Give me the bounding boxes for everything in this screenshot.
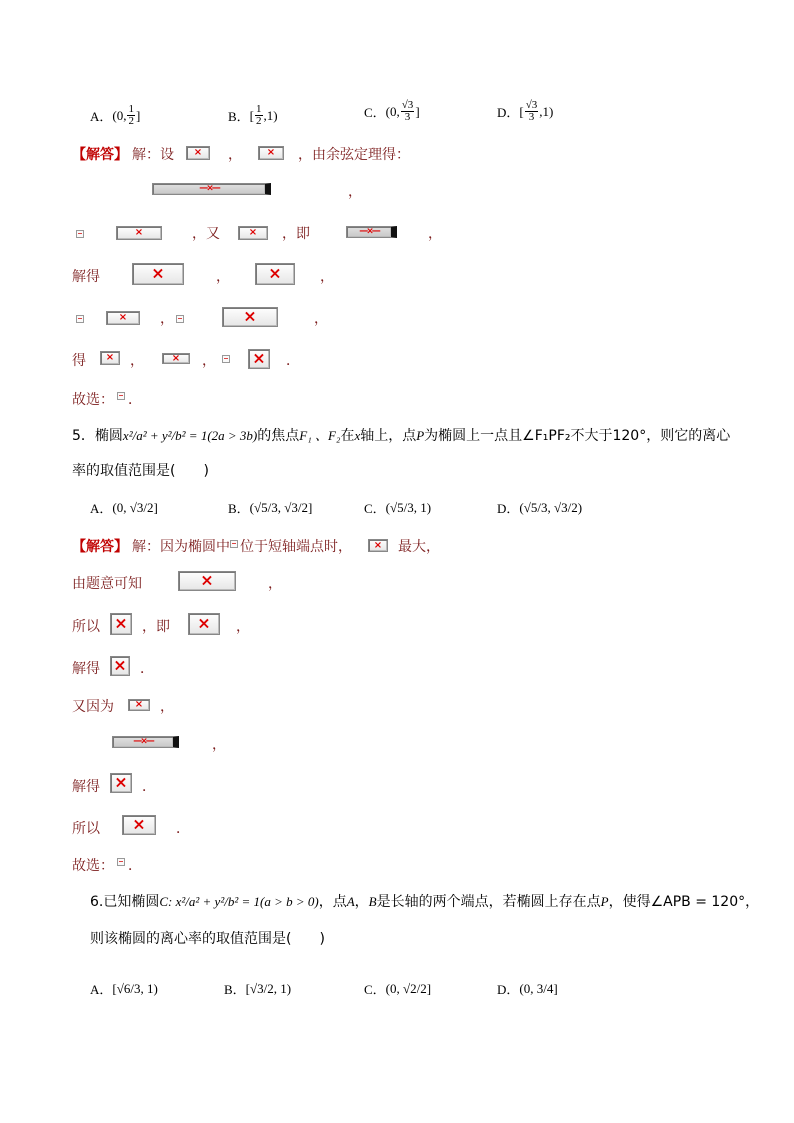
option-prefix: (0, <box>385 103 400 119</box>
option-label: A． <box>90 501 113 516</box>
option-label: B． <box>228 109 250 124</box>
option-label: B． <box>224 982 246 997</box>
solution-text: 位于短轴端点时， <box>240 539 352 555</box>
formula-image <box>255 263 295 285</box>
question-text: 在 <box>340 428 355 444</box>
tiny-image <box>117 392 125 400</box>
q6-option-c <box>364 979 431 998</box>
option-label: A． <box>90 982 113 997</box>
solution-text: 解：因为椭圆中 <box>132 539 230 555</box>
solution-tag: 【解答】 <box>72 147 128 163</box>
formula-image <box>100 351 120 365</box>
tiny-image <box>230 540 238 548</box>
equation: x²/a² + y²/b² = 1(2a > 3b) <box>122 428 258 443</box>
solution-text: 由题意可知 <box>72 576 142 592</box>
option-label: C． <box>364 105 386 120</box>
question-text: ，使得∠APB = 120°， <box>608 894 760 910</box>
formula-image <box>162 353 190 364</box>
solution-text: 故选： <box>72 858 114 874</box>
q4-option-a <box>90 104 140 127</box>
formula-image <box>222 307 278 327</box>
solution-text: ，即 <box>282 226 310 242</box>
variable: B <box>368 894 377 909</box>
comma: ， <box>130 353 144 369</box>
fraction <box>255 104 263 127</box>
solution-tag: 【解答】 <box>72 539 128 555</box>
question-text: 6.已知椭圆 <box>90 894 160 910</box>
solution-text: 解：设 <box>132 147 174 163</box>
variable: x <box>354 428 361 443</box>
question-text: ， <box>354 894 369 910</box>
comma: ， <box>314 311 328 327</box>
option-text: (0, √3/2] <box>112 499 158 515</box>
option-text: (0, 3/4] <box>519 980 558 996</box>
question-text: 轴上，点 <box>360 428 417 444</box>
formula-image <box>248 349 270 369</box>
denominator: 2 <box>256 115 262 127</box>
formula-image <box>186 146 210 160</box>
question-text: 为椭圆上一点且∠F₁PF₂不大于120°，则它的离心 <box>424 428 731 444</box>
option-prefix: [ <box>519 103 524 119</box>
period: ． <box>140 661 154 677</box>
comma: ， <box>228 147 242 163</box>
comma: ， <box>160 311 174 327</box>
formula-image <box>346 226 397 238</box>
q4-option-d <box>497 100 553 123</box>
option-suffix: ] <box>415 103 420 119</box>
question-text: 是长轴的两个端点，若椭圆上存在点 <box>376 894 601 910</box>
q5-option-a <box>90 498 158 517</box>
formula-image <box>110 773 132 793</box>
fraction <box>127 104 135 127</box>
question-text: 的焦点 <box>257 428 300 444</box>
comma: ， <box>202 353 216 369</box>
tiny-image <box>76 230 84 238</box>
solution-text: ，又 <box>192 226 220 242</box>
option-text: (√5/3, √3/2] <box>249 499 313 515</box>
variable: P <box>600 894 609 909</box>
option-prefix: [ <box>249 107 255 123</box>
formula-image <box>368 539 388 552</box>
variable: P <box>416 428 425 443</box>
fraction <box>401 100 415 123</box>
option-suffix: ] <box>135 107 141 123</box>
solution-text: 解得 <box>72 269 100 285</box>
option-prefix: (0, <box>112 107 127 123</box>
formula-image <box>188 613 220 635</box>
solution-text: 得 <box>72 353 86 369</box>
option-suffix: ,1) <box>539 103 554 119</box>
solution-text: 解得 <box>72 779 100 795</box>
denominator: 3 <box>528 111 535 123</box>
solution-text: 又因为 <box>72 699 114 715</box>
tiny-image <box>117 858 125 866</box>
option-label: D． <box>497 105 520 120</box>
question-5-line-1 <box>72 425 730 445</box>
q5-option-c <box>364 498 431 517</box>
question-5-line-2: 率的取值范围是( ) <box>72 463 209 479</box>
option-label: C． <box>364 501 386 516</box>
option-text: (√5/3, 1) <box>385 499 432 515</box>
numerator: √3 <box>525 99 538 111</box>
period: ． <box>286 353 300 369</box>
solution-text: 所以 <box>72 619 100 635</box>
comma: ， <box>160 699 174 715</box>
q6-option-b <box>224 979 291 998</box>
comma: ， <box>428 226 442 242</box>
period: ． <box>128 858 142 874</box>
tiny-image <box>176 315 184 323</box>
q4-option-c <box>364 100 420 123</box>
denominator: 3 <box>404 111 411 123</box>
period: ． <box>142 779 156 795</box>
q5-option-d <box>497 498 582 517</box>
variable: A <box>346 894 355 909</box>
formula-image <box>110 613 132 635</box>
formula-image <box>112 736 179 748</box>
formula-image <box>106 311 140 325</box>
question-6-line-2: 则该椭圆的离心率的取值范围是( ) <box>90 931 325 947</box>
foci: F₁ 、F₂ <box>299 428 341 443</box>
numerator: 1 <box>128 103 134 115</box>
numerator: 1 <box>256 103 262 115</box>
formula-image <box>152 183 271 195</box>
comma: ， <box>348 184 362 200</box>
option-text: (0, √2/2] <box>385 980 432 996</box>
option-label: D． <box>497 982 520 997</box>
denominator: 2 <box>128 115 134 127</box>
tiny-image <box>76 315 84 323</box>
tiny-image <box>222 355 230 363</box>
option-label: D． <box>497 501 520 516</box>
comma: ， <box>268 576 282 592</box>
question-text: 椭圆 <box>94 428 123 444</box>
formula-image <box>110 656 130 676</box>
formula-image <box>122 815 156 835</box>
option-text: [√6/3, 1) <box>112 980 158 996</box>
q5-option-b <box>228 498 312 517</box>
period: ． <box>128 392 142 408</box>
formula-image <box>132 263 184 285</box>
question-text: ，点 <box>318 894 347 910</box>
comma: ， <box>236 619 250 635</box>
q6-option-a <box>90 979 158 998</box>
formula-image <box>116 226 162 240</box>
equation: C: x²/a² + y²/b² = 1(a > b > 0) <box>159 894 319 909</box>
numerator: √3 <box>401 99 414 111</box>
question-number: 5． <box>72 428 95 444</box>
formula-image <box>258 146 284 160</box>
question-6-line-1 <box>90 891 759 911</box>
option-text: [√3/2, 1) <box>245 980 292 996</box>
solution-text: ，由余弦定理得： <box>298 147 410 163</box>
q6-option-d <box>497 979 558 998</box>
solution-text: 解得 <box>72 661 100 677</box>
option-text: (√5/3, √3/2) <box>519 499 583 515</box>
comma: ， <box>320 269 334 285</box>
formula-image <box>178 571 236 591</box>
solution-text: 故选： <box>72 392 114 408</box>
solution-text: ，即 <box>142 619 170 635</box>
period: ． <box>176 821 190 837</box>
formula-image <box>238 226 268 240</box>
comma: ， <box>216 269 230 285</box>
option-label: A． <box>90 109 113 124</box>
solution-text: 所以 <box>72 821 100 837</box>
comma: ， <box>212 737 226 753</box>
fraction <box>525 100 539 123</box>
option-suffix: ,1) <box>263 107 278 123</box>
option-label: C． <box>364 982 386 997</box>
solution-text: 最大， <box>398 539 440 555</box>
formula-image <box>128 699 150 711</box>
option-label: B． <box>228 501 250 516</box>
q4-option-b <box>228 104 278 127</box>
